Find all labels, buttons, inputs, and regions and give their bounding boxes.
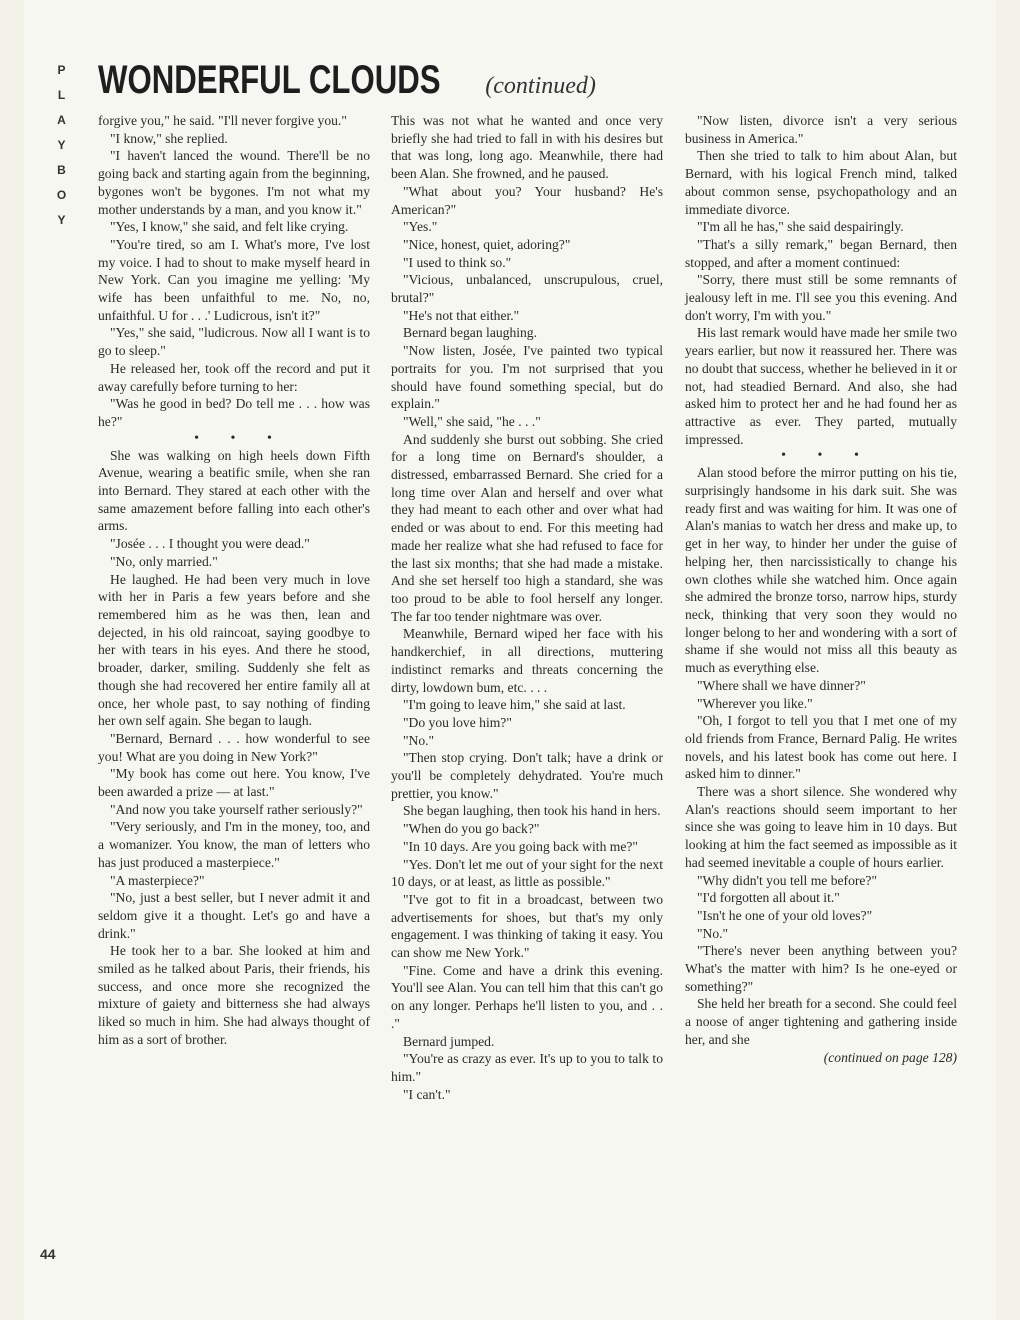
paragraph: His last remark would have made her smile two years earlier, but now it reassured her. There was no doubt that success, whether he believed in it or not, had steadied Bernard. And also, she had asked him to protect her and he had found her as attractive as ever. They parted, mutually impressed. <box>685 325 957 447</box>
paragraph: "I'm all he has," she said despairingly. <box>697 219 904 235</box>
paragraph: "Sorry, there must still be some remnants of jealousy left in me. I'll see you this evening. And don't worry, I'm with you." <box>685 272 957 323</box>
paragraph: There was a short silence. She wondered why Alan's reactions should seem important to her since she was going to leave him in 10 days. But looking at him the fact seemed as impossible as it had seemed inevitable a couple of hours earlier. <box>685 784 957 870</box>
paragraph: "You're tired, so am I. What's more, I've lost my voice. I had to shout to make myself heard in New York. Can you imagine me yelling: 'My wife has been unfaithful to me. No, no, unfaithful. U for . . .' Ludicrous, isn't it?" <box>98 236 370 323</box>
page-number: 44 <box>40 1246 56 1262</box>
paragraph: "Do you love him?" <box>403 714 512 730</box>
paragraph: "Yes. Don't let me out of your sight for the next 10 days, or at least, as little as possible." <box>391 856 663 890</box>
paragraph: "You're as crazy as ever. It's up to you to talk to him." <box>391 1051 663 1084</box>
magazine-brand-vertical <box>52 58 72 233</box>
paragraph: "I've got to fit in a broadcast, between two advertisements for shoes, but that's my only engagement. I was thinking of taking it easy. You can show me New York." <box>391 891 663 961</box>
text-column-1 <box>98 112 370 1049</box>
paragraph: "Isn't he one of your old loves?" <box>697 907 873 923</box>
paragraph: Bernard began laughing. <box>403 325 538 341</box>
section-break: • • • <box>781 448 873 464</box>
paragraph: "I know," she replied. <box>110 130 228 146</box>
paragraph: "Josée . . . I thought you were dead." <box>110 536 310 552</box>
paragraph: "There's never been anything between you? What's the matter with him? Is he one-eyed or something?" <box>685 943 957 994</box>
paragraph: "Bernard, Bernard . . . how wonderful to see you! What are you doing in New York?" <box>98 730 370 764</box>
paragraph: "A masterpiece?" <box>110 872 205 888</box>
paragraph: "Then stop crying. Don't talk; have a drink or you'll be completely dehydrated. You're much prettier, you know." <box>391 750 663 801</box>
paragraph: She began laughing, then took his hand in hers. <box>403 803 661 819</box>
paragraph: "And now you take yourself rather seriously?" <box>110 801 363 817</box>
brand-letter: Y <box>57 138 67 152</box>
paragraph: She was walking on high heels down Fifth Avenue, wearing a beatific smile, when she ran into Bernard. They stared at each other with the same amazement before falling into each other's arms. <box>98 447 370 534</box>
paragraph: "I haven't lanced the wound. There'll be no going back and starting again from the beginning, bygones won't be bygones. I'm not what my mother understands by a man, and you know it." <box>98 148 370 217</box>
continuation-note: (continued on page 128) <box>823 1049 957 1065</box>
section-break: • • • <box>194 430 286 446</box>
text-column-3 <box>685 112 957 1066</box>
paragraph: "No." <box>403 732 435 748</box>
paragraph: "Where shall we have dinner?" <box>697 677 866 693</box>
paragraph: Alan stood before the mirror putting on his tie, surprisingly handsome in his dark suit. She was ready first and was waiting for him. It was one of Alan's manias to watch her dress and make up, to get in her way, to hinder her under the guise of helping her, then narcissistically to change his own clothes while she watched him. Once again she admired the bronze torso, narrow hips, sturdy neck, thinking that very soon they would no longer belong to her and wondering with a sort of shame if she would not miss all this beauty as much as everything else. <box>685 465 957 676</box>
brand-letter: A <box>57 113 67 127</box>
brand-letter: L <box>57 88 67 102</box>
paragraph: "Well," she said, "he . . ." <box>403 413 541 429</box>
paragraph: "Oh, I forgot to tell you that I met one of my old friends from France, Bernard Palig. He writes novels, and his latest book has come out here. I asked him to dinner." <box>685 713 957 782</box>
paragraph: "Fine. Come and have a drink this evening. You'll see Alan. You can tell him that this can't go on any longer. Perhaps he'll listen to you, and . . ." <box>391 962 663 1031</box>
paragraph: Bernard jumped. <box>403 1033 495 1049</box>
paragraph: "Wherever you like." <box>697 695 813 711</box>
paragraph: Meanwhile, Bernard wiped her face with his handkerchief, in all directions, muttering indistinct remarks and threats concerning the dirty, lowdown bum, etc. . . . <box>391 626 663 695</box>
paragraph: "When do you go back?" <box>403 821 540 837</box>
text-column-2 <box>391 112 663 1103</box>
paragraph: "No, only married." <box>110 553 218 569</box>
paragraph: "No." <box>697 925 729 941</box>
paragraph: "Yes." <box>403 219 438 235</box>
paragraph: forgive you," he said. "I'll never forgive you." <box>98 113 347 128</box>
paragraph: "Yes, I know," she said, and felt like crying. <box>110 219 349 235</box>
paragraph: This was not what he wanted and once very briefly she had tried to fall in with his desires but that was long, long ago. Meanwhile, there had been Alan. She frowned, and he paused. <box>391 113 663 182</box>
article-subtitle: (continued) <box>485 73 596 99</box>
paragraph: And suddenly she burst out sobbing. She cried for a long time on Bernard's shoulder, a distressed, embarrassed Bernard. She cried for a long time over Alan and herself and over what they had meant to each other and over what had ended or was about to end. For this meeting had made her realize what she had refused to face for the last six months; that she had made a mistake. And she set herself too high a standard, she was too proud to be able to fool herself any longer. The far too tender nightmare was over. <box>391 431 663 624</box>
paragraph: "No, just a best seller, but I never admit it and seldom give it a thought. Let's go and have a drink." <box>98 890 370 941</box>
paragraph: "I used to think so." <box>403 254 512 270</box>
paragraph: "Nice, honest, quiet, adoring?" <box>403 236 571 252</box>
paragraph: "Vicious, unbalanced, unscrupulous, cruel, brutal?" <box>391 272 663 306</box>
article-title: WONDERFUL CLOUDS <box>98 58 441 102</box>
paragraph: "What about you? Your husband? He's American?" <box>391 183 663 217</box>
paragraph: He took her to a bar. She looked at him and smiled as he talked about Paris, their friends, his success, and once more she recognized the mixture of gaiety and bitterness she had always liked so much in him. She had always thought of him as a sort of brother. <box>98 943 370 1047</box>
paragraph: She held her breath for a second. She could feel a noose of anger tightening and gathering inside her, and she <box>685 996 957 1047</box>
brand-letter: Y <box>57 213 67 227</box>
paragraph: "Now listen, Josée, I've painted two typical portraits for you. I'm not surprised that you should have found something special, but do explain." <box>391 343 663 412</box>
paragraph: "Why didn't you tell me before?" <box>697 872 878 888</box>
brand-letter: O <box>56 188 68 202</box>
paragraph: "I can't." <box>403 1086 451 1102</box>
paragraph: "My book has come out here. You know, I've been awarded a prize — at last." <box>98 766 370 800</box>
paragraph: Then she tried to talk to him about Alan, but Bernard, with his logical French mind, talked about common sense, psychopathology and an immediate divorce. <box>685 148 957 217</box>
paragraph: "He's not that either." <box>403 307 520 323</box>
paragraph: "Very seriously, and I'm in the money, too, and a womanizer. You know, the man of letters who has just produced a masterpiece." <box>98 819 370 870</box>
paragraph: He released her, took off the record and put it away carefully before turning to her: <box>98 360 370 394</box>
paragraph: "Was he good in bed? Do tell me . . . how was he?" <box>98 396 370 429</box>
brand-letter: B <box>57 163 67 177</box>
paragraph: "I'm going to leave him," she said at last. <box>403 697 626 713</box>
brand-letter: P <box>57 63 67 77</box>
paragraph: "That's a silly remark," began Bernard, then stopped, and after a moment continued: <box>685 236 957 270</box>
article-headline <box>98 58 596 104</box>
paragraph: "Now listen, divorce isn't a very serious business in America." <box>685 113 957 146</box>
paragraph: "Yes," she said, "ludicrous. Now all I want is to go to sleep." <box>98 325 370 359</box>
paragraph: He laughed. He had been very much in love with her in Paris a few years before and she remembered him as he was then, lean and dejected, in his old raincoat, saying goodbye to her with tears in his eyes. And there he stood, broader, darker, smiling. Suddenly she felt as though she had recovered her entire family all at once, her whole past, to say nothing of finding her own self again. She began to laugh. <box>98 571 370 729</box>
paragraph: "I'd forgotten all about it." <box>697 890 840 906</box>
paragraph: "In 10 days. Are you going back with me?" <box>403 838 638 854</box>
